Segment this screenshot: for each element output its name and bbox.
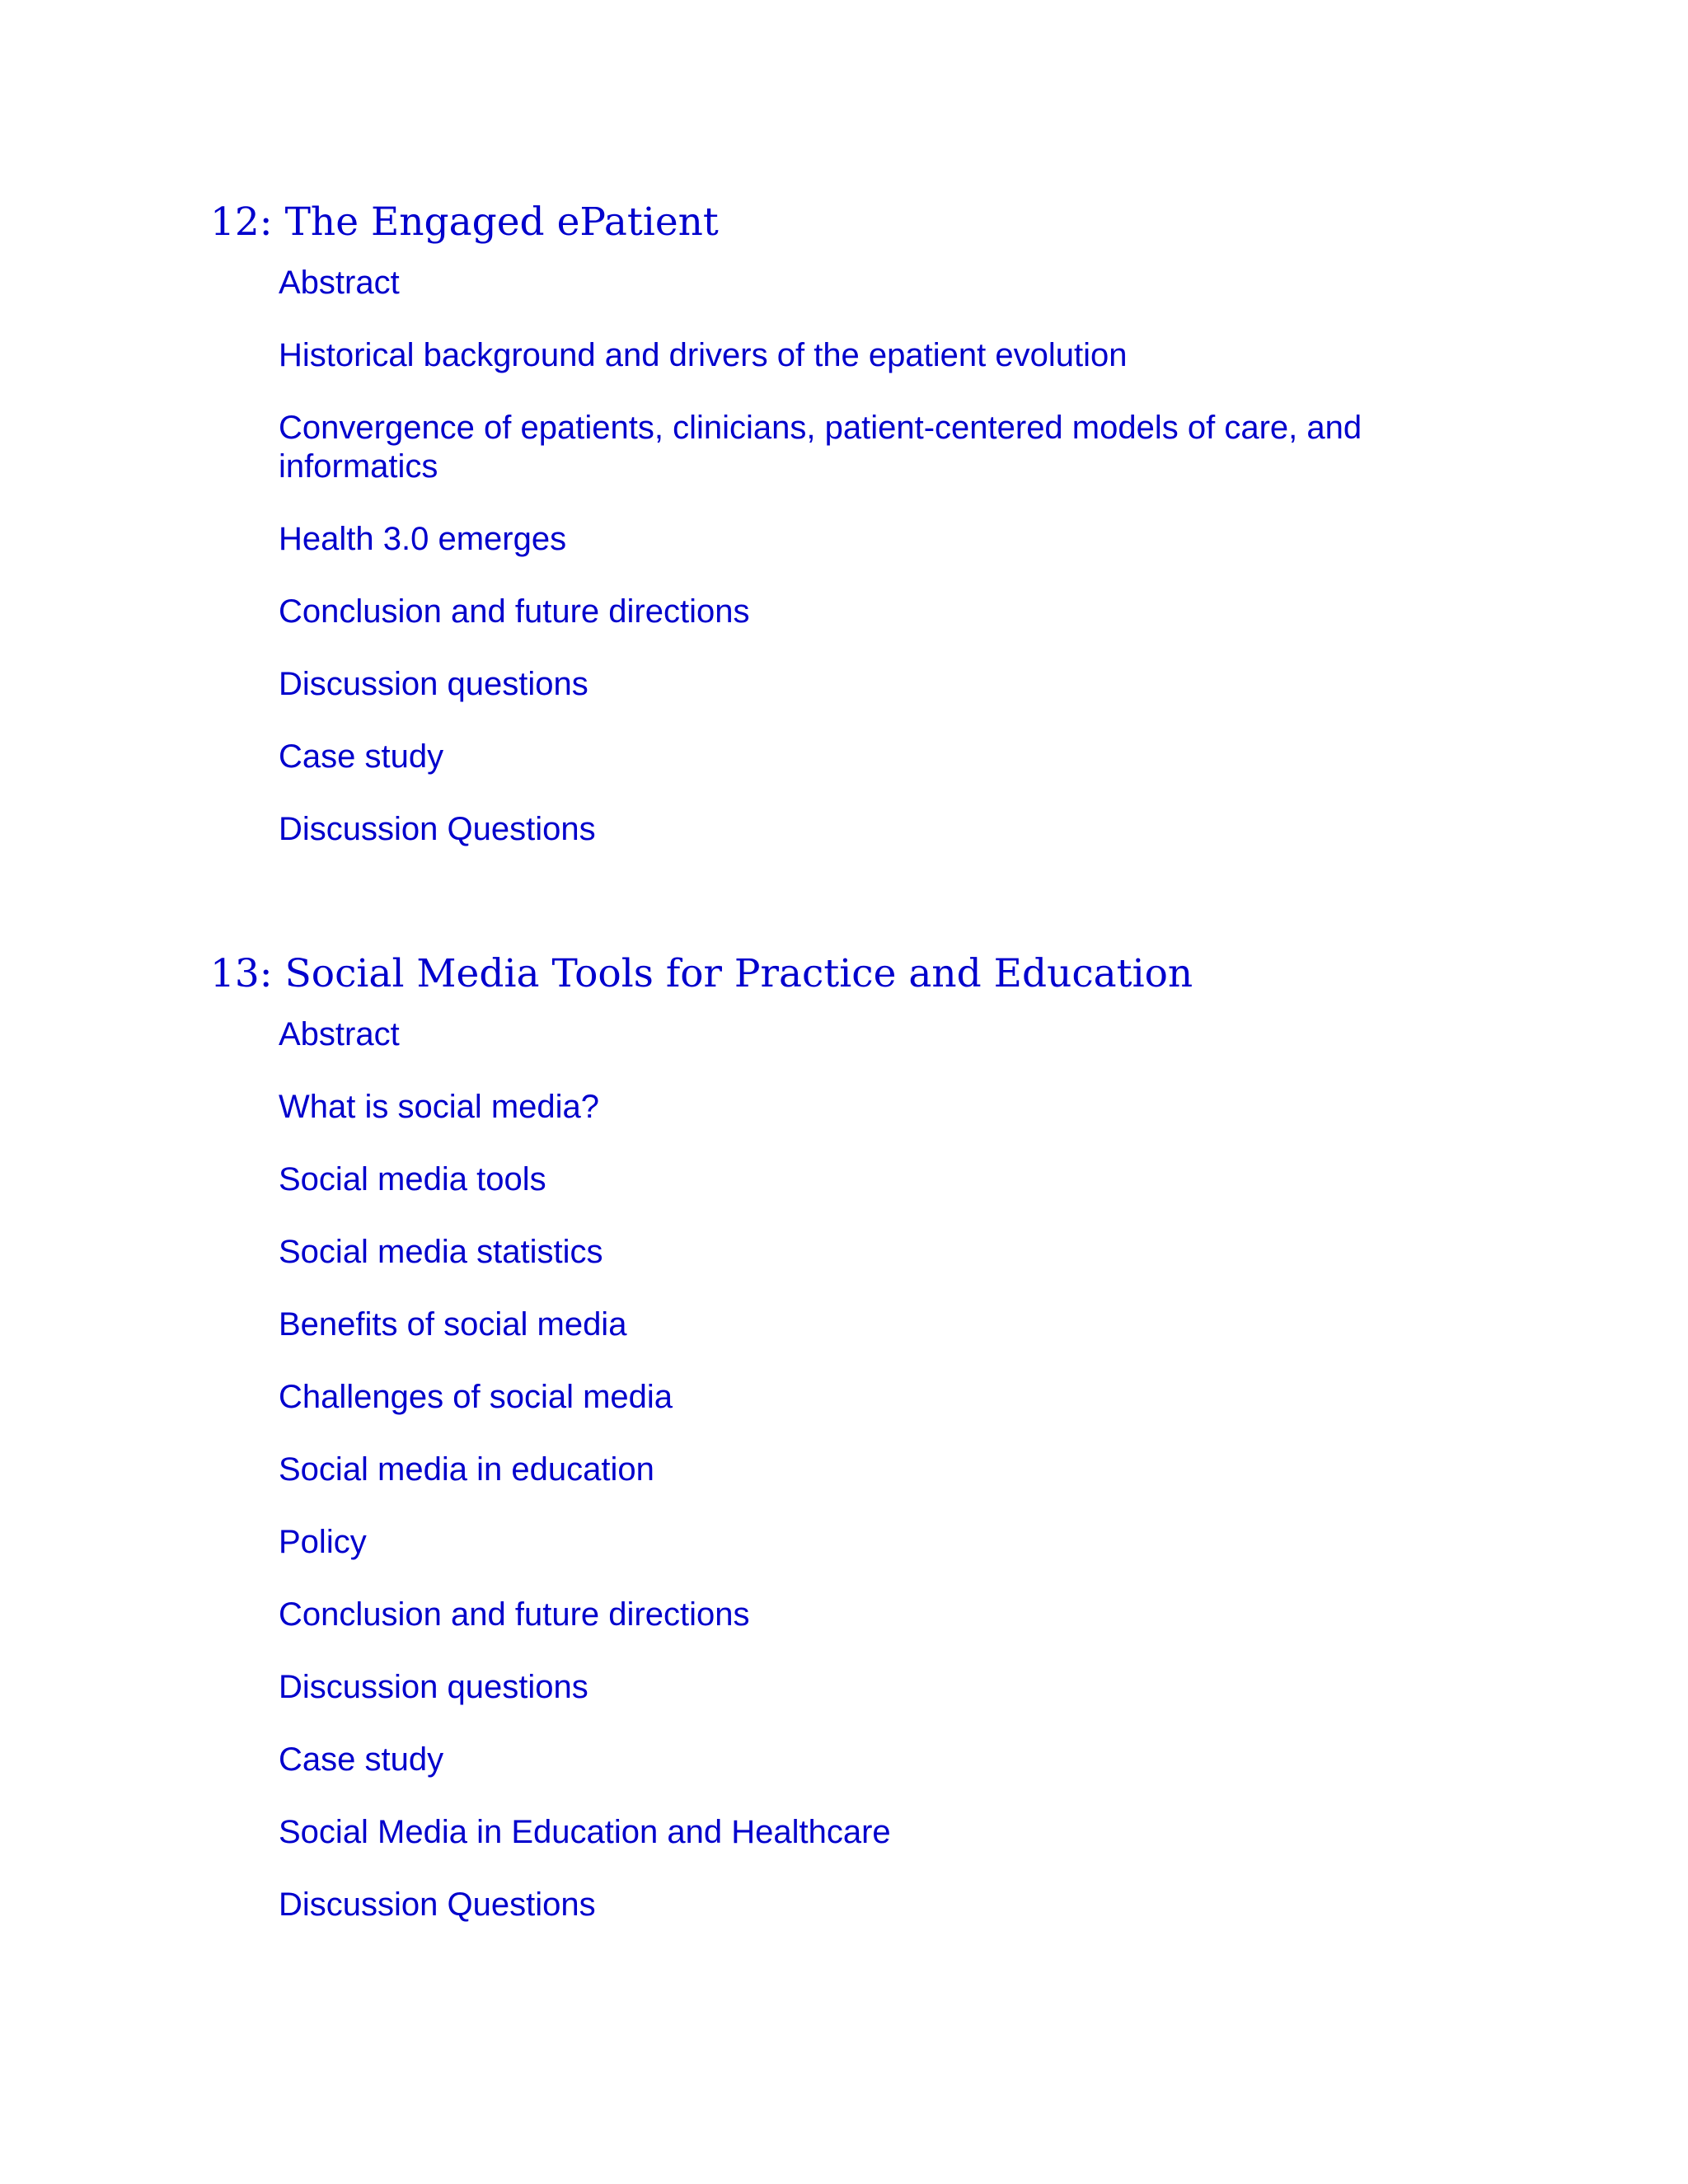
section-link-case-discussion-questions[interactable]: Discussion Questions <box>279 1886 596 1923</box>
toc-item <box>279 409 1498 486</box>
section-link-what-is-social-media[interactable]: What is social media? <box>279 1089 600 1125</box>
toc-item <box>279 1451 1498 1489</box>
section-link-case-study[interactable]: Case study <box>279 738 444 775</box>
toc-item <box>279 264 1498 302</box>
chapter-title-link[interactable]: 12: The Engaged ePatient <box>210 199 719 245</box>
toc-item <box>279 1668 1498 1707</box>
section-link-benefits[interactable]: Benefits of social media <box>279 1306 627 1343</box>
section-link-social-media-in-education[interactable]: Social media in education <box>279 1451 654 1488</box>
section-link-abstract[interactable]: Abstract <box>279 265 400 301</box>
section-link-social-media-statistics[interactable]: Social media statistics <box>279 1234 603 1270</box>
toc-item <box>279 1596 1498 1634</box>
section-link-education-and-healthcare[interactable]: Social Media in Education and Healthcare <box>279 1814 891 1850</box>
section-list <box>210 1015 1611 1924</box>
toc-item <box>279 1741 1498 1779</box>
section-link-abstract[interactable]: Abstract <box>279 1016 400 1052</box>
section-link-social-media-tools[interactable]: Social media tools <box>279 1161 546 1197</box>
section-link-convergence[interactable]: Convergence of epatients, clinicians, patient-centered models of care, and informatics <box>279 410 1362 485</box>
toc-item <box>279 520 1498 559</box>
toc-item <box>279 593 1498 631</box>
section-link-discussion-questions[interactable]: Discussion questions <box>279 1669 588 1705</box>
toc-item <box>279 1378 1498 1417</box>
toc-item <box>279 1088 1498 1127</box>
toc-item <box>279 1015 1498 1054</box>
section-link-case-discussion-questions[interactable]: Discussion Questions <box>279 811 596 847</box>
section-link-challenges[interactable]: Challenges of social media <box>279 1379 673 1415</box>
toc-item <box>279 336 1498 375</box>
section-link-case-study[interactable]: Case study <box>279 1741 444 1778</box>
toc-item <box>279 738 1498 776</box>
section-link-conclusion[interactable]: Conclusion and future directions <box>279 1596 750 1633</box>
chapter-12 <box>210 196 1611 849</box>
section-link-health-3-0[interactable]: Health 3.0 emerges <box>279 521 567 557</box>
section-link-conclusion[interactable]: Conclusion and future directions <box>279 593 750 630</box>
toc-item <box>279 1886 1498 1924</box>
toc-item <box>279 810 1498 849</box>
toc-item <box>279 665 1498 704</box>
section-link-discussion-questions[interactable]: Discussion questions <box>279 666 588 702</box>
section-list <box>210 264 1611 849</box>
toc-item <box>279 1233 1498 1272</box>
toc-item <box>279 1813 1498 1852</box>
toc-item <box>279 1160 1498 1199</box>
chapter-13 <box>210 948 1611 1924</box>
section-link-historical-background[interactable]: Historical background and drivers of the epatient evolution <box>279 337 1128 373</box>
section-link-policy[interactable]: Policy <box>279 1524 367 1560</box>
toc-item <box>279 1305 1498 1344</box>
chapter-title-link[interactable]: 13: Social Media Tools for Practice and Education <box>210 951 1193 996</box>
toc-item <box>279 1523 1498 1562</box>
